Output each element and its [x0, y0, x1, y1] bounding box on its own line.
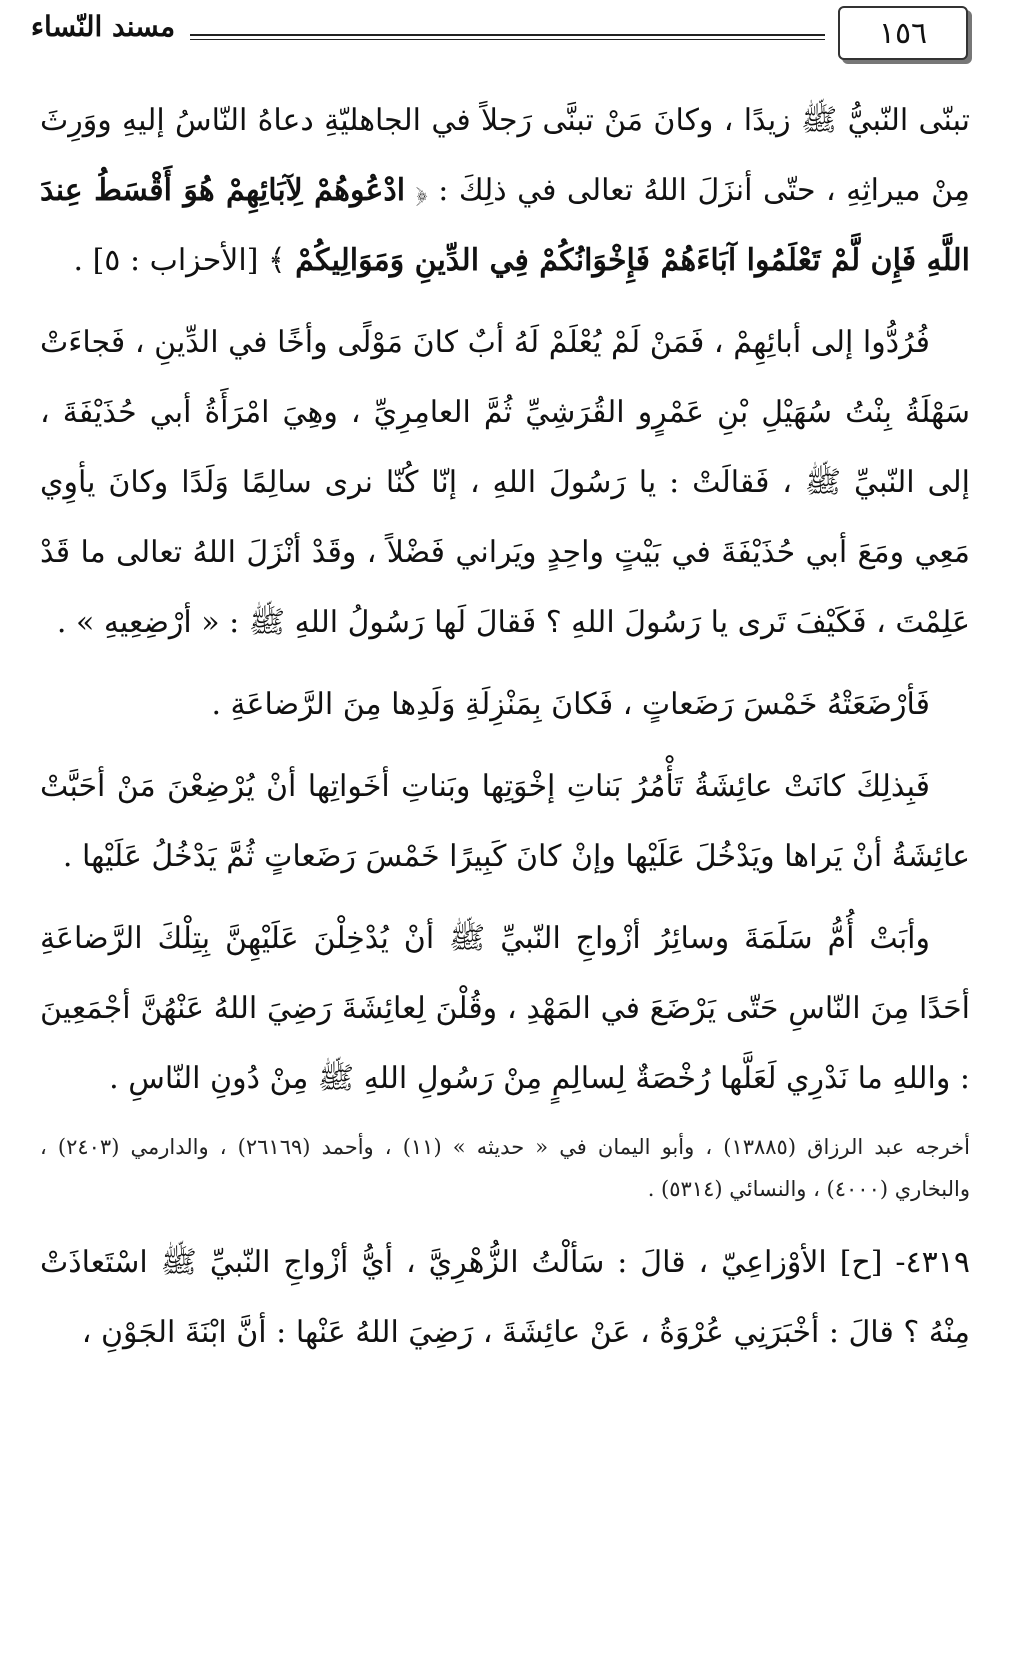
paragraph-aisha-practice: فَبِذلِكَ كانَتْ عائِشَةُ تَأْمُرُ بَناتِ إخْوَتِها وبَناتِ أخَواتِها أنْ يُرْضِعْنَ مَنْ أحَبَّتْ عائِشَةُ أنْ يَراها ويَدْخُلَ عَلَيْها وإنْ كانَ كَبِيرًا خَمْسَ رَضَعاتٍ ثُمَّ يَدْخُلُ عَلَيْها .: [40, 769, 970, 874]
page-body: [40, 86, 970, 1380]
book-title: مسند النّساء: [30, 10, 176, 43]
page-header: [0, 0, 1010, 70]
page-number: ١٥٦: [838, 6, 968, 60]
verse-reference: ﴾ [الأحزاب : ٥] .: [73, 243, 296, 278]
takhrij-footnote: أخرجه عبد الرزاق (١٣٨٨٥) ، وأبو اليمان في « حديثه » (١١) ، وأحمد (٢٦١٦٩) ، والدارمي (٢٤٠٣) ، والبخاري (٤٠٠٠) ، والنسائي (٥٣١٤) .: [40, 1135, 971, 1201]
quran-verse: ادْعُوهُمْ لِآبَائِهِمْ هُوَ أَقْسَطُ عِندَ اللَّهِ فَإِن لَّمْ تَعْلَمُوا آبَاءَهُمْ فَإِخْوَانُكُمْ فِي الدِّينِ وَمَوَالِيكُمْ: [40, 173, 970, 278]
paragraph-text: تبنّى النّبيُّ ﷺ زيدًا ، وكانَ مَنْ تبنَّى رَجلاً في الجاهليّةِ دعاهُ النّاسُ إليهِ ووَرِثَ مِنْ ميراثِهِ ، حتّى أنزَلَ اللهُ تعالى في ذلِكَ : ﴿: [40, 103, 970, 208]
paragraph-other-wives: وأبَتْ أُمُّ سَلَمَةَ وسائِرُ أزْواجِ النّبيِّ ﷺ أنْ يُدْخِلْنَ عَلَيْهِنَّ بِتِلْكَ الرَّضاعَةِ أحَدًا مِنَ النّاسِ حَتّى يَرْضَعَ في المَهْدِ ، وقُلْنَ لِعائِشَةَ رَضِيَ اللهُ عَنْهُنَّ أجْمَعِينَ : واللهِ ما نَدْرِي لَعَلَّها رُخْصَةٌ لِسالِمٍ مِنْ رَسُولِ اللهِ ﷺ مِنْ دُونِ النّاسِ .: [40, 921, 970, 1096]
paragraph-sahla-story: فُرُدُّوا إلى أبائِهِمْ ، فَمَنْ لَمْ يُعْلَمْ لَهُ أبٌ كانَ مَوْلًى وأخًا في الدِّينِ ، فَجاءَتْ سَهْلَةُ بِنْتُ سُهَيْلِ بْنِ عَمْرٍو القُرَشِيِّ ثُمَّ العامِرِيِّ ، وهِيَ امْرَأَةُ أبي حُذَيْفَةَ ، إلى النّبيِّ ﷺ ، فَقالَتْ : يا رَسُولَ اللهِ ، إنّا كُنّا نرى سالِمًا وَلَدًا وكانَ يأوِي مَعِي ومَعَ أبي حُذَيْفَةَ في بَيْتٍ واحِدٍ ويَراني فَضْلاً ، وقَدْ أنْزَلَ اللهُ تعالى ما قَدْ عَلِمْتَ ، فَكَيْفَ تَرى يا رَسُولَ اللهِ ؟ فَقالَ لَها رَسُولُ اللهِ ﷺ : « أرْضِعِيهِ » .: [40, 325, 970, 640]
header-rule: [190, 34, 825, 40]
hadith-4319: ٤٣١٩- [ح] الأوْزاعِيّ ، قالَ : سَألْتُ الزُّهْرِيَّ ، أيُّ أزْواجِ النّبيِّ ﷺ اسْتَعاذَتْ مِنْهُ ؟ قالَ : أخْبَرَنِي عُرْوَةُ ، عَنْ عائِشَةَ ، رَضِيَ اللهُ عَنْها : أنَّ ابْنَةَ الجَوْنِ ،: [40, 1245, 970, 1350]
paragraph-quran-citation: [40, 86, 970, 296]
paragraph-nursing: فَأرْضَعَتْهُ خَمْسَ رَضَعاتٍ ، فَكانَ بِمَنْزِلَةِ وَلَدِها مِنَ الرَّضاعَةِ .: [211, 687, 930, 722]
